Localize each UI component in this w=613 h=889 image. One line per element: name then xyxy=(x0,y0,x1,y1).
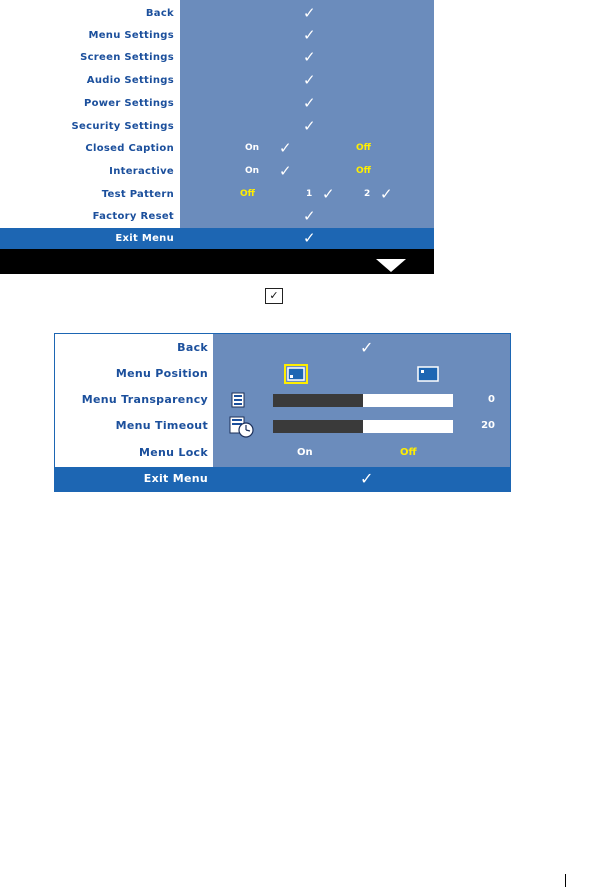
menu-item-label: Back xyxy=(177,341,208,354)
menu-item-back[interactable] xyxy=(55,335,510,361)
menu-item-screen-settings[interactable] xyxy=(0,46,434,69)
option-on[interactable]: On xyxy=(297,447,313,458)
menu-item-label: Back xyxy=(145,8,174,19)
menu-item-label: Menu Transparency xyxy=(81,393,208,406)
check-icon[interactable]: ✓ xyxy=(303,71,316,89)
option-on[interactable]: On xyxy=(245,166,260,176)
check-icon[interactable]: ✓ xyxy=(303,229,316,247)
exit-menu-label: Exit Menu xyxy=(143,472,208,485)
menu-item-power-settings[interactable] xyxy=(0,92,434,115)
exit-menu-row[interactable] xyxy=(55,467,510,491)
option-pattern-1[interactable]: 1 xyxy=(306,189,313,199)
menu-item-label: Audio Settings xyxy=(86,75,174,86)
menu-footer-bar xyxy=(0,249,434,274)
option-off[interactable]: Off xyxy=(400,447,417,458)
menu-item-factory-reset[interactable] xyxy=(0,205,434,228)
menu-item-label: Screen Settings xyxy=(80,52,174,63)
transparency-icon xyxy=(231,392,245,408)
scroll-down-arrow-icon[interactable] xyxy=(376,259,406,272)
osd-position-center-icon[interactable] xyxy=(284,364,308,384)
menu-item-label: Menu Settings xyxy=(88,30,174,41)
menu-item-menu-transparency[interactable] xyxy=(55,387,510,413)
option-pattern-2[interactable]: 2 xyxy=(364,189,371,199)
check-icon[interactable]: ✓ xyxy=(360,338,374,357)
menu-settings-menu xyxy=(54,333,511,492)
transparency-value: 0 xyxy=(488,394,495,405)
check-icon[interactable]: ✓ xyxy=(322,185,335,203)
option-off[interactable]: Off xyxy=(240,189,255,199)
menu-item-label: Menu Timeout xyxy=(115,419,208,432)
check-icon[interactable]: ✓ xyxy=(303,4,316,22)
menu-item-audio-settings[interactable] xyxy=(0,69,434,92)
exit-menu-label: Exit Menu xyxy=(115,233,174,244)
menu-item-menu-position[interactable] xyxy=(55,361,510,387)
check-icon[interactable]: ✓ xyxy=(279,139,292,157)
option-off[interactable]: Off xyxy=(356,166,371,176)
timeout-slider-fill xyxy=(273,420,363,433)
timeout-slider[interactable] xyxy=(273,420,453,433)
check-icon[interactable]: ✓ xyxy=(303,94,316,112)
osd-position-corner-icon[interactable] xyxy=(417,366,439,382)
menu-item-closed-caption[interactable] xyxy=(0,137,434,160)
menu-item-label: Menu Position xyxy=(115,367,208,380)
check-icon[interactable]: ✓ xyxy=(279,162,292,180)
exit-menu-row[interactable] xyxy=(0,228,434,249)
menu-item-label: Power Settings xyxy=(83,98,174,109)
menu-item-back[interactable] xyxy=(0,2,434,25)
menu-item-label: Interactive xyxy=(109,166,174,177)
timeout-clock-icon xyxy=(229,416,255,438)
menu-item-label: Factory Reset xyxy=(92,211,174,222)
menu-item-label: Test Pattern xyxy=(101,189,174,200)
check-icon[interactable]: ✓ xyxy=(303,207,316,225)
check-icon[interactable]: ✓ xyxy=(303,26,316,44)
option-on[interactable]: On xyxy=(245,143,260,153)
menu-item-security-settings[interactable] xyxy=(0,115,434,138)
transparency-slider-fill xyxy=(273,394,363,407)
check-icon[interactable]: ✓ xyxy=(360,469,374,488)
menu-item-interactive[interactable] xyxy=(0,160,434,183)
option-off[interactable]: Off xyxy=(356,143,371,153)
check-icon[interactable]: ✓ xyxy=(303,117,316,135)
menu-item-test-pattern[interactable] xyxy=(0,183,434,206)
select-checkbox-icon: ✓ xyxy=(265,288,283,304)
menu-item-menu-timeout[interactable] xyxy=(55,413,510,439)
timeout-value: 20 xyxy=(481,420,495,431)
check-icon[interactable]: ✓ xyxy=(380,185,393,203)
menu-item-label: Menu Lock xyxy=(138,446,208,459)
menu-item-label: Closed Caption xyxy=(85,143,174,154)
menu-item-label: Security Settings xyxy=(71,121,174,132)
check-icon[interactable]: ✓ xyxy=(303,48,316,66)
transparency-slider[interactable] xyxy=(273,394,453,407)
menu-item-menu-lock[interactable] xyxy=(55,440,510,466)
advanced-settings-menu xyxy=(0,0,434,274)
menu-item-menu-settings[interactable] xyxy=(0,24,434,47)
page-edge-mark xyxy=(565,874,566,887)
